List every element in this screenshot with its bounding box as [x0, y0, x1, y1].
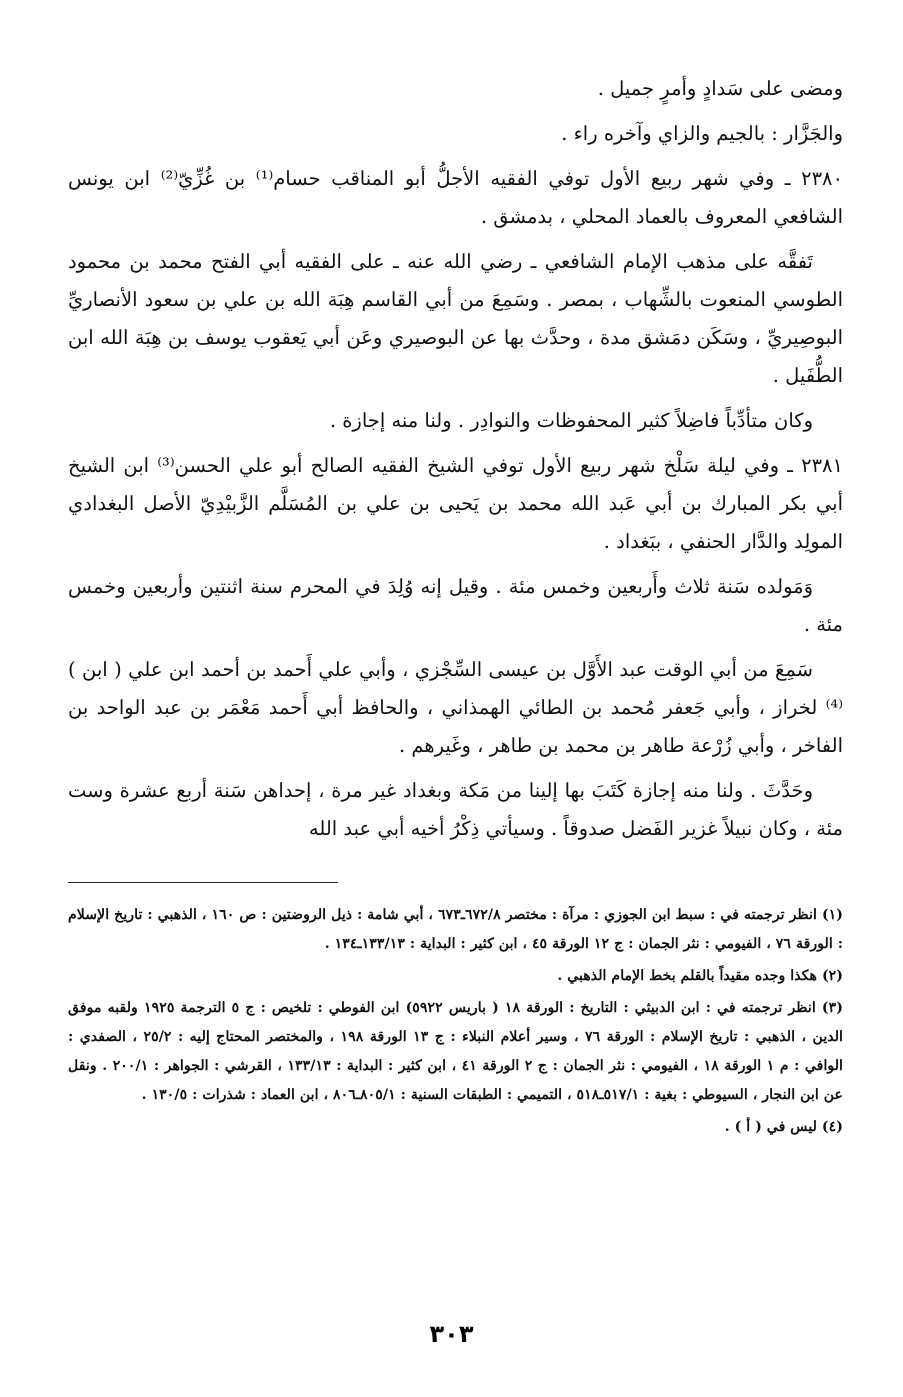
paragraph: والجَزَّار : بالجيم والزاي وآخره راء . — [561, 122, 843, 145]
entry-2380: ٢٣٨٠ ـ وفي شهر ربيع الأول توفي الفقيه الأجلُّ أبو المناقب حسام⁽¹⁾ بن غُزِّيّ⁽²⁾ ابن يونس الشافعي المعروف بالعماد المحلي ، بدمشق . — [68, 167, 844, 228]
paragraph: وكان متأدِّباً فاضِلاً كثير المحفوظات والنوادِر . ولنا منه إجازة . — [329, 409, 813, 432]
paragraph: وحَدَّثَ . ولنا منه إجازة كَتَبَ بها إلينا من مَكة وبغداد غير مرة ، إحداهن سَنة أربع عشرة وست مئة ، وكان نبيلاً غزير الفَضل صدوقاً . وسيأتي ذِكْرُ أخيه أبي عبد الله — [68, 779, 843, 840]
footnote-4: (٤) ليس في ( أ ) . — [724, 1119, 843, 1135]
paragraph: ومضى على سَدادٍ وأمرٍ جميل . — [597, 77, 843, 100]
entry-2381: ٢٣٨١ ـ وفي ليلة سَلْخ شهر ربيع الأول توفي الشيخ الفقيه الصالح أبو علي الحسن⁽³⁾ ابن الشيخ أبي بكر المبارك بن أبي عَبد الله محمد بن يَحيى بن علي بن المُسَلَّم الزَّبيْدِيّ الأصل البغدادي المولِد والدَّار الحنفي ، ببَغداد . — [68, 454, 843, 553]
footnote-1: (١) انظر ترجمته في : سبط ابن الجوزي : مرآة : مختصر ٦٧٢/٨ـ٦٧٣ ، أبي شامة : ذيل الروضتين : ص ١٦٠ ، الذهبي : تاريخ الإسلام : الورقة ٧٦ ، الفيومي : نثر الجمان : ج ١٢ الورقة ٤٥ ، ابن كثير : البداية : ١٣٣/١٣ـ١٣٤ . — [68, 907, 844, 952]
footnote-separator — [68, 882, 338, 883]
footnote-3: (٣) انظر ترجمته في : ابن الدبيثي : التاريخ : الورقة ١٨ ( باريس ٥٩٢٢) ابن الفوطي : تلخيص : ج ٥ الترجمة ١٩٢٥ ولقبه موفق الدين ، الذهبي : تاريخ الإسلام : الورقة ٧٦ ، وسير أعلام النبلاء : ج ١٣ الورقة ١٩٨ ، والمختصر المحتاج إليه : ٢٥/٢ ، الصفدي : الوافي : م ١ الورقة ١٨ ، الفيومي : نثر الجمان : ج ٢ الورقة ٤١ ، ابن كثير : البداية : ١٣٣/١٣ ، القرشي : الجواهر : ٢٠٠/١ . ونقل عن ابن النجار ، السيوطي : بغية : ٥١٧/١ـ٥١٨ ، التميمي : الطبقات السنية : ٨٠٥/١ـ٨٠٦ ، ابن العماد : شذرات : ١٣٠/٥ . — [68, 1000, 843, 1103]
page-number: ٣٠٣ — [429, 1320, 474, 1348]
paragraph: وَمَولده سَنة ثلاث وأَربعين وخمس مئة . وقيل إنه وُلِدَ في المحرم سنة اثنتين وأربعين وخمس مئة . — [68, 575, 843, 636]
main-text — [68, 70, 843, 848]
footnote-2: (٢) هكذا وجده مقيداً بالقلم بخط الإمام الذهبي . — [557, 968, 843, 984]
paragraph: تَفقَّه على مذهب الإمام الشافعي ـ رضي الله عنه ـ على الفقيه أبي الفتح محمد بن محمود الطوسي المنعوت بالشِّهاب ، بمصر . وسَمِعَ من أبي القاسم هِبَة الله بن علي بن سعود الأنصاريِّ البوصِيريِّ ، وسَكَن دمَشق مدة ، وحدَّث بها عن البوصيري وعَن أبي يَعقوب يوسف بن هِبَة الله ابن الطُّفَيل . — [68, 250, 843, 387]
paragraph: سَمِعَ من أبي الوقت عبد الأَوَّل بن عيسى السِّجْزي ، وأبي علي أَحمد بن أحمد ابن علي ( ابن )⁽⁴⁾ لخراز ، وأبي جَعفر مُحمد بن الطائي الهمذاني ، والحافظ أبي أَحمد مَعْمَر بن عبد الواحد بن الفاخر ، وأبي زُرْعة طاهر بن محمد بن طاهر ، وغَيرهم . — [68, 658, 843, 757]
footnotes — [68, 901, 843, 1142]
